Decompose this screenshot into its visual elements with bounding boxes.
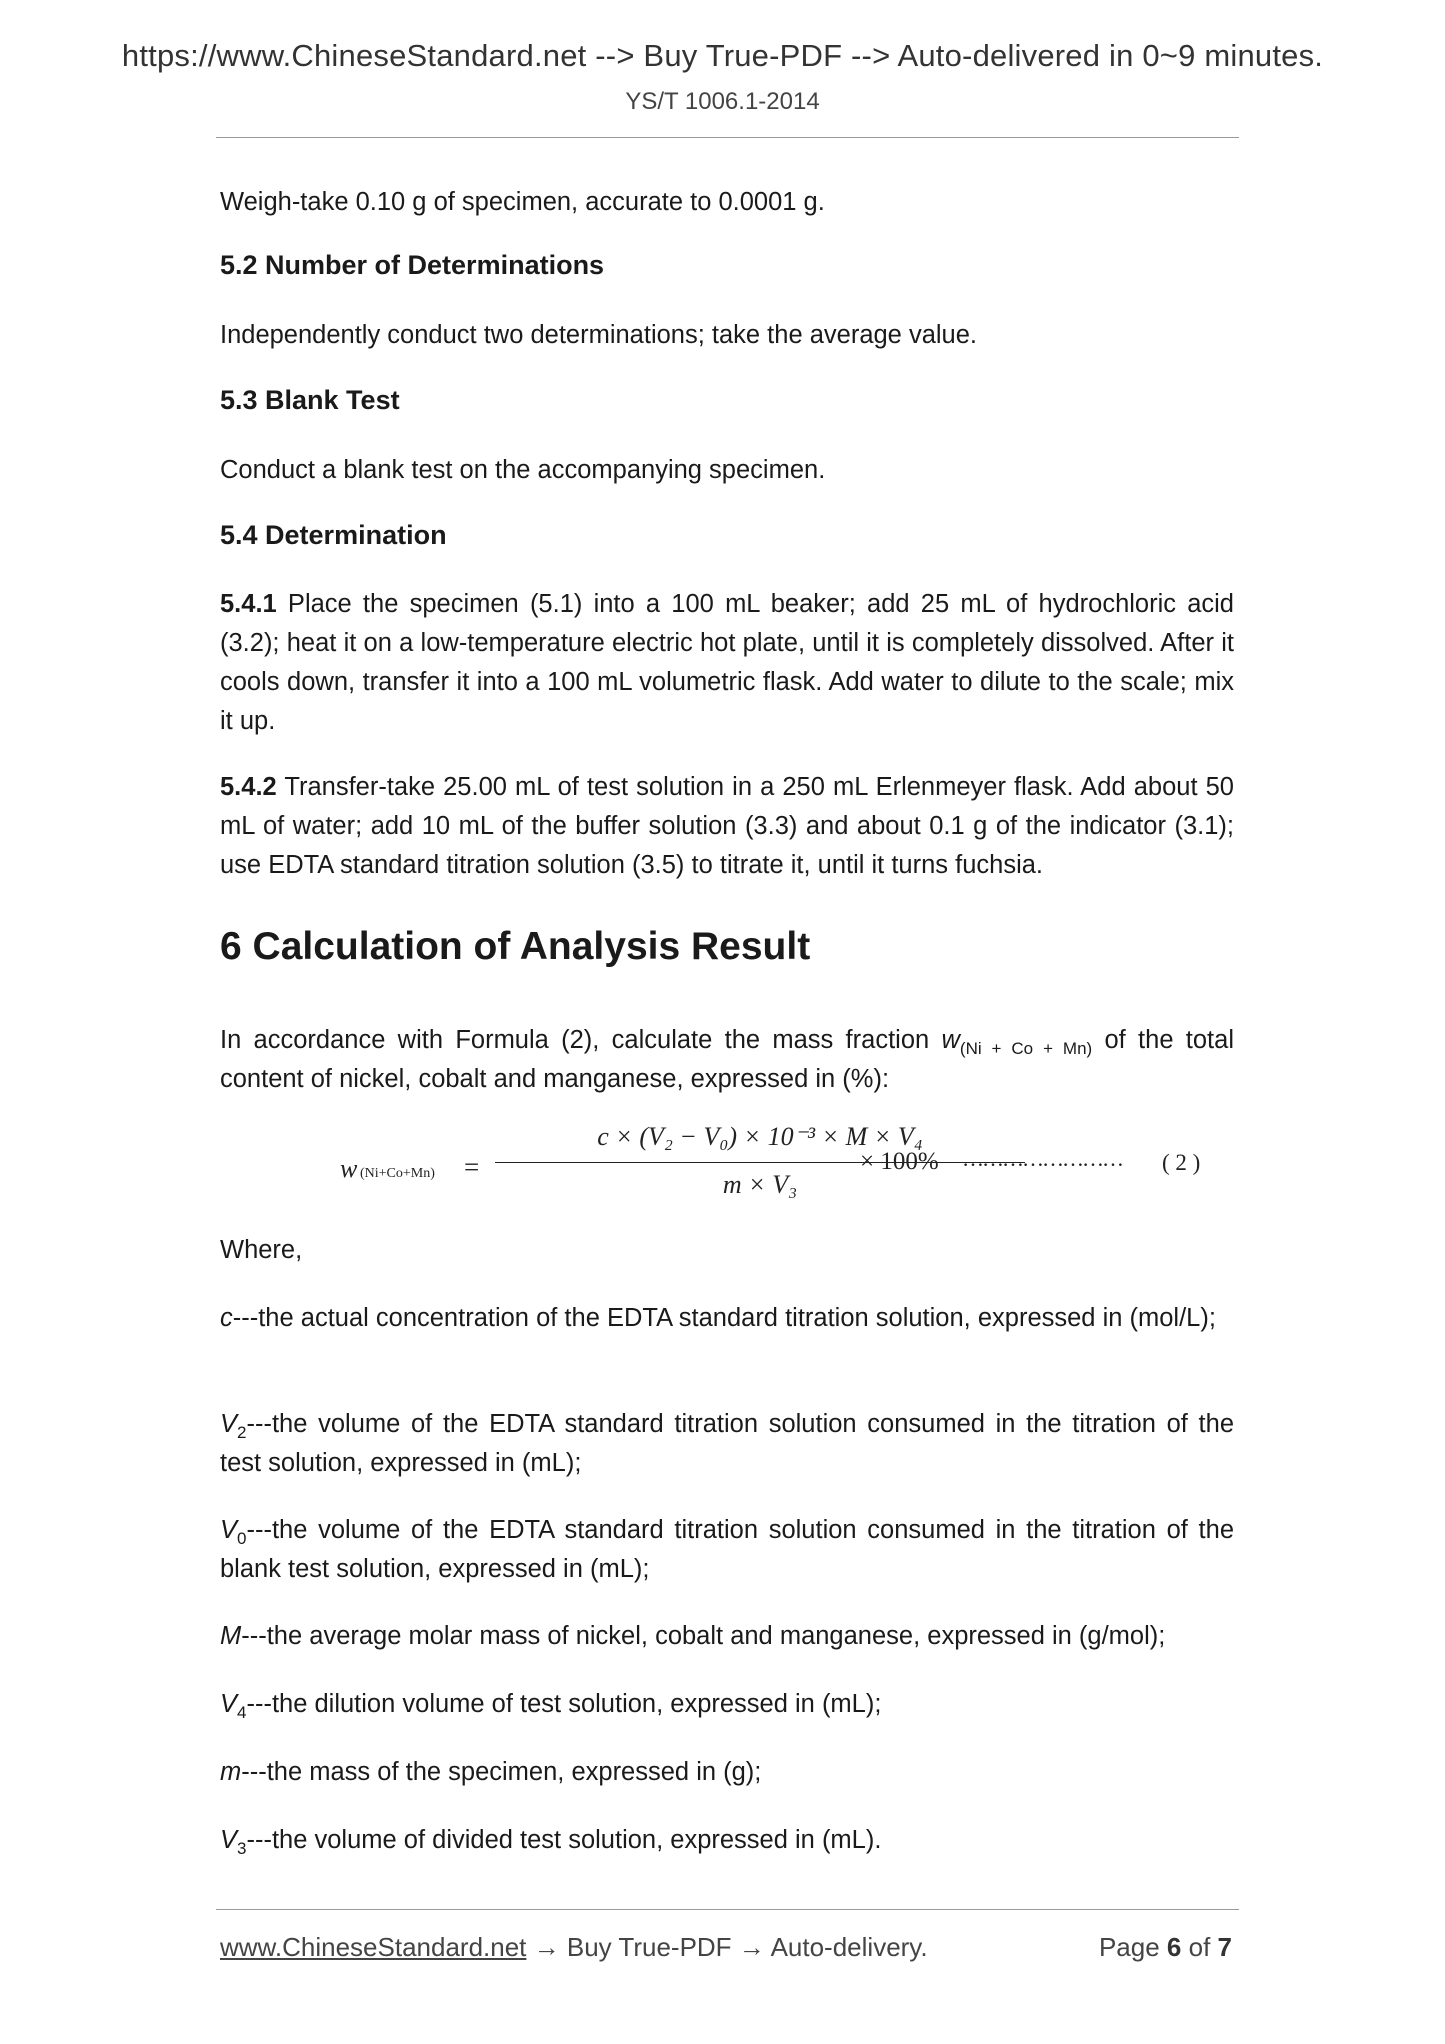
definition-text: ---the mass of the specimen, expressed in (g); (241, 1758, 762, 1786)
definition-text: ---the actual concentration of the EDTA standard titration solution, expressed in (mol/L); (232, 1304, 1216, 1332)
paragraph-6 (220, 1021, 1234, 1099)
header-divider (216, 137, 1239, 138)
paragraph-5-4-1 (220, 585, 1234, 741)
definition-v0 (220, 1511, 1234, 1589)
definition-m-molar (220, 1617, 1234, 1656)
footer-divider (216, 1909, 1239, 1910)
subscript: 2 (237, 1423, 247, 1442)
clause-number: 5.4.1 (220, 590, 277, 618)
subscript: (Ni + Co + Mn) (959, 1039, 1093, 1058)
heading-5-2: 5.2 Number of Determinations (220, 250, 605, 280)
page-number: 6 (1166, 1932, 1182, 1962)
symbol: m (220, 1758, 242, 1786)
clause-text: Place the specimen (5.1) into a 100 mL beaker; add 25 mL of hydrochloric acid (3.2); heat it on a low-temperature electric hot plate, until it is completely dissolved. After it cools down, transfer it into a 100 mL volumetric flask. Add water to dilute to the scale; mix it up. (220, 590, 1234, 735)
of-label: of (1188, 1932, 1211, 1962)
definition-text: ---the volume of the EDTA standard titration solution consumed in the titration of the blank test solution, expressed in (mL); (220, 1516, 1234, 1583)
formula-leader-dots: …………………… (962, 1146, 1122, 1171)
paragraph-5-2: Independently conduct two determinations; take the average value. (220, 321, 977, 349)
footer-site-link[interactable]: www.ChineseStandard.net (220, 1932, 527, 1962)
subscript: 3 (237, 1839, 247, 1858)
clause-text: Transfer-take 25.00 mL of test solution in a 250 mL Erlenmeyer flask. Add about 50 mL of water; add 10 mL of the buffer solution (3.3) and about 0.1 g of the indicator (3.1); use EDTA standard titration solution (3.5) to titrate it, until it turns fuchsia. (220, 773, 1234, 879)
formula-times-100: × 100% (860, 1148, 939, 1175)
definition-text: ---the volume of the EDTA standard titration solution consumed in the titration of the test solution, expressed in (mL); (220, 1410, 1234, 1477)
definition-c (220, 1299, 1234, 1338)
formula-lhs-subscript: (Ni+Co+Mn) (360, 1166, 435, 1181)
clause-number: 5.4.2 (220, 773, 277, 801)
formula-number: ( 2 ) (1162, 1150, 1201, 1175)
subscript: 0 (237, 1529, 247, 1548)
subscript: 4 (237, 1703, 247, 1722)
symbol: V (220, 1690, 238, 1718)
paragraph-weigh: Weigh-take 0.10 g of specimen, accurate to 0.0001 g. (220, 188, 825, 216)
heading-5-4: 5.4 Determination (220, 520, 447, 550)
footer-left (220, 1932, 928, 1963)
symbol: M (220, 1622, 242, 1650)
definition-text: ---the volume of divided test solution, expressed in (mL). (246, 1826, 882, 1854)
footer-text: → Buy True-PDF → Auto-delivery. (526, 1932, 928, 1962)
header-banner: https://www.ChineseStandard.net --> Buy True-PDF --> Auto-delivered in 0~9 minutes. (121, 38, 1324, 73)
paragraph-5-3: Conduct a blank test on the accompanying specimen. (220, 456, 826, 484)
text: In accordance with Formula (2), calculate the mass fraction (220, 1026, 942, 1054)
definition-m-mass (220, 1753, 1234, 1792)
definition-v4 (220, 1685, 1234, 1724)
formula-2 (340, 1118, 1240, 1218)
page-indicator (1099, 1932, 1232, 1963)
text: of the total content of nickel, cobalt and manganese, expressed in (%): (220, 1026, 1234, 1093)
symbol: w (941, 1026, 960, 1054)
definition-v3 (220, 1821, 1234, 1860)
paragraph-5-4-2 (220, 768, 1234, 885)
page-label: Page (1098, 1932, 1160, 1962)
formula-lhs: w (340, 1154, 358, 1183)
symbol: V (220, 1516, 238, 1544)
definition-v2 (220, 1405, 1234, 1483)
where-label: Where, (220, 1236, 303, 1264)
heading-5-3: 5.3 Blank Test (220, 385, 400, 415)
symbol: c (220, 1304, 233, 1332)
page-total: 7 (1217, 1932, 1232, 1962)
fraction-bar (495, 1162, 1025, 1163)
symbol: V (220, 1826, 238, 1854)
definition-text: ---the dilution volume of test solution, expressed in (mL); (246, 1690, 882, 1718)
formula-denominator: m × V₃ (722, 1170, 798, 1199)
formula-equals: = (464, 1152, 480, 1182)
standard-number: YS/T 1006.1-2014 (625, 88, 820, 115)
formula-numerator: c × (V₂ − V₀) × 10⁻³ × M × V₄ (597, 1122, 923, 1151)
definition-text: ---the average molar mass of nickel, cobalt and manganese, expressed in (g/mol); (241, 1622, 1166, 1650)
symbol: V (220, 1410, 238, 1438)
heading-6: 6 Calculation of Analysis Result (220, 925, 811, 968)
